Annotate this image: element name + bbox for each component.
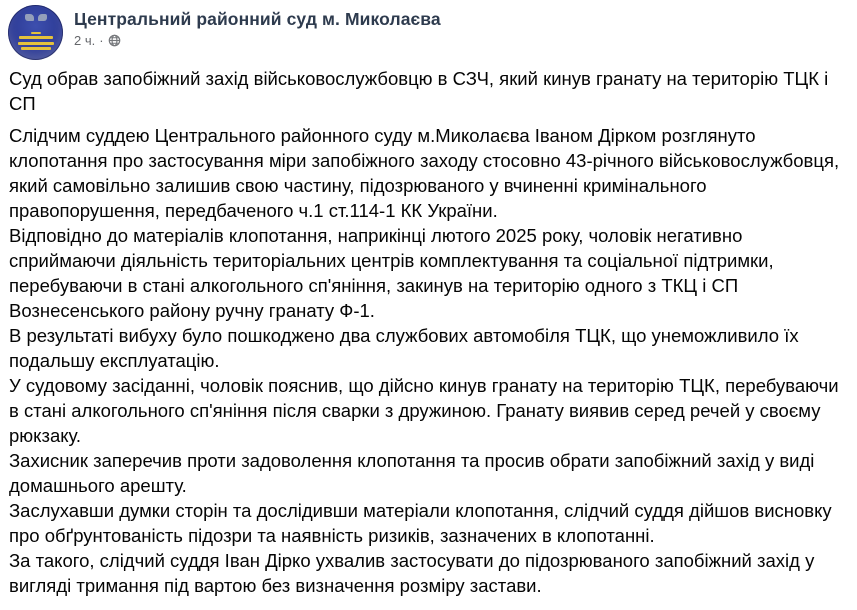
post-paragraph: За такого, слідчий суддя Іван Дірко ухвалив застосувати до підозрюваного запобіжний захід у вигляді тримання під вартою без визначення розміру застави. bbox=[9, 550, 815, 596]
emblem-shape-left bbox=[25, 14, 34, 21]
post-paragraph: Слідчим суддею Центрального районного суду м.Миколаєва Іваном Дірком розглянуто клопотання про застосування міри запобіжного заходу стосовно 43-річного військовослужбовця, який самовільно залишив свою частину, підозрюваного у вчиненні кримінального правопорушення, передбаченого ч.1 ст.114-1 КК України. bbox=[9, 125, 840, 221]
post-paragraph: Захисник заперечив проти задоволення клопотання та просив обрати запобіжний захід у виді домашнього арешту. bbox=[9, 450, 815, 496]
post-paragraph: У судовому засіданні, чоловік пояснив, що дійсно кинув гранату на територію ТЦК, перебуваючи в стані алкогольного сп'яніння після сварки з дружиною. Гранату виявив серед речей у своєму рюкзаку. bbox=[9, 375, 839, 446]
post-paragraph: Відповідно до матеріалів клопотання, наприкінці лютого 2025 року, чоловік негативно сприймаючи діяльність територіальних центрів комплектування та соціальної підтримки, перебуваючи в стані алкогольного сп'яніння, закинув на територію одного з ТКЦ і СП Вознесенського району ручну гранату Ф-1. bbox=[9, 225, 774, 321]
post-paragraph: Заслухавши думки сторін та дослідивши матеріали клопотання, слідчий суддя дійшов висновку про обґрунтованість підозри та наявність ризиків, зазначених в клопотанні. bbox=[9, 500, 832, 546]
court-emblem-icon bbox=[8, 14, 63, 21]
post-paragraph: В результаті вибуху було пошкоджено два службових автомобіля ТЦК, що унеможливило їх подальшу експлуатацію. bbox=[9, 325, 799, 371]
post-header bbox=[0, 0, 857, 62]
meta-separator: · bbox=[99, 33, 104, 48]
post-paragraph-headline: Суд обрав запобіжний захід військовослужбовцю в СЗЧ, який кинув гранату на територію ТЦК і СП bbox=[9, 68, 829, 114]
globe-icon bbox=[108, 34, 121, 47]
post-body bbox=[0, 62, 857, 598]
post-meta-row bbox=[74, 32, 441, 49]
post-header-text bbox=[74, 5, 441, 49]
timestamp-link[interactable]: 2 ч. bbox=[74, 33, 96, 48]
page-name-link[interactable]: Центральний районний суд м. Миколаєва bbox=[74, 9, 441, 29]
avatar-text-lines bbox=[8, 29, 63, 53]
page-avatar[interactable] bbox=[8, 5, 63, 60]
emblem-shape-right bbox=[38, 14, 47, 21]
